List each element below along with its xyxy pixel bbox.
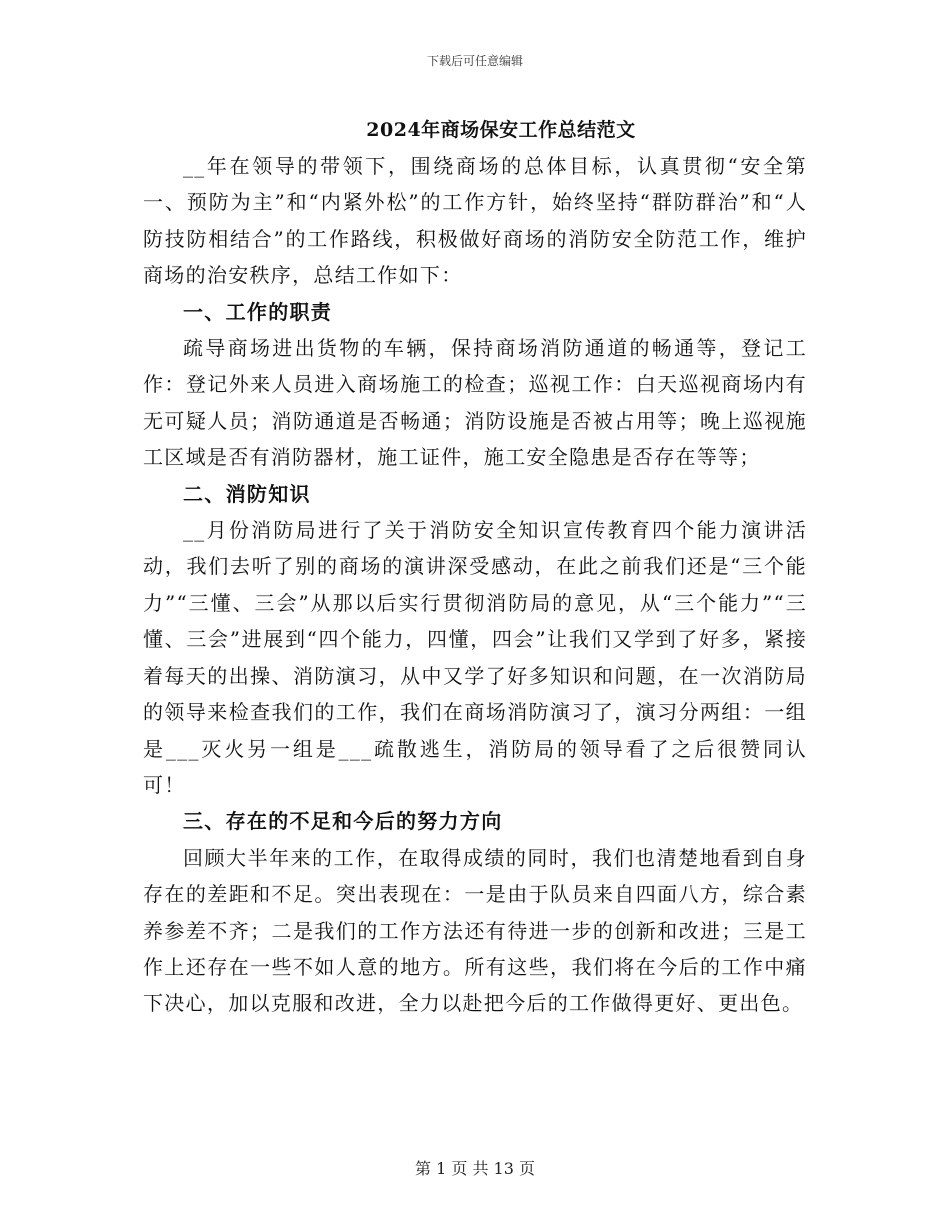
section-body-fire-knowledge: __月份消防局进行了关于消防安全知识宣传教育四个能力演讲活动，我们去听了别的商场的演讲深受感动，在此之前我们还是“三个能力”“三懂、三会”从那以后实行贯彻消防局的意见，从“三个能力”“三懂、三会”进展到“四个能力，四懂，四会”让我们又学到了好多，紧接着每天的出操、消防演习，从中又学了好多知识和问题，在一次消防局的领导来检查我们的工作，我们在商场消防演习了，演习分两组：一组是___灭火另一组是___疏散逃生，消防局的领导看了之后很赞同认可！ xyxy=(143,518,807,797)
section-heading-shortcomings: 三、存在的不足和今后的努力方向 xyxy=(183,809,503,834)
section-heading-fire-knowledge: 二、消防知识 xyxy=(183,481,311,506)
header-note: 下载后可任意编辑 xyxy=(426,54,523,68)
section-heading-duties: 一、工作的职责 xyxy=(183,299,333,324)
section-body-shortcomings: 回顾大半年来的工作，在取得成绩的同时，我们也清楚地看到自身存在的差距和不足。突出表现在：一是由于队员来自四面八方，综合素养参差不齐；二是我们的工作方法还有待进一步的创新和改进；三是工作上还存在一些不如人意的地方。所有这些，我们将在今后的工作中痛下决心，加以克服和改进，全力以赴把今后的工作做得更好、更出色。 xyxy=(143,845,807,1016)
document-title: 2024年商场保安工作总结范文 xyxy=(366,119,636,141)
section-body-duties: 疏导商场进出货物的车辆，保持商场消防通道的畅通等，登记工作：登记外来人员进入商场施工的检查；巡视工作：白天巡视商场内有无可疑人员；消防通道是否畅通；消防设施是否被占用等；晚上巡视施工区域是否有消防器材，施工证件，施工安全隐患是否存在等等； xyxy=(143,336,807,470)
page-footer: 第 1 页 共 13 页 xyxy=(415,1159,535,1178)
intro-paragraph: __年在领导的带领下，围绕商场的总体目标，认真贯彻“安全第一、预防为主”和“内紧外松”的工作方针，始终坚持“群防群治”和“人防技防相结合”的工作路线，积极做好商场的消防安全防范工作，维护商场的治安秩序，总结工作如下： xyxy=(143,154,807,288)
document-body xyxy=(143,112,807,1022)
